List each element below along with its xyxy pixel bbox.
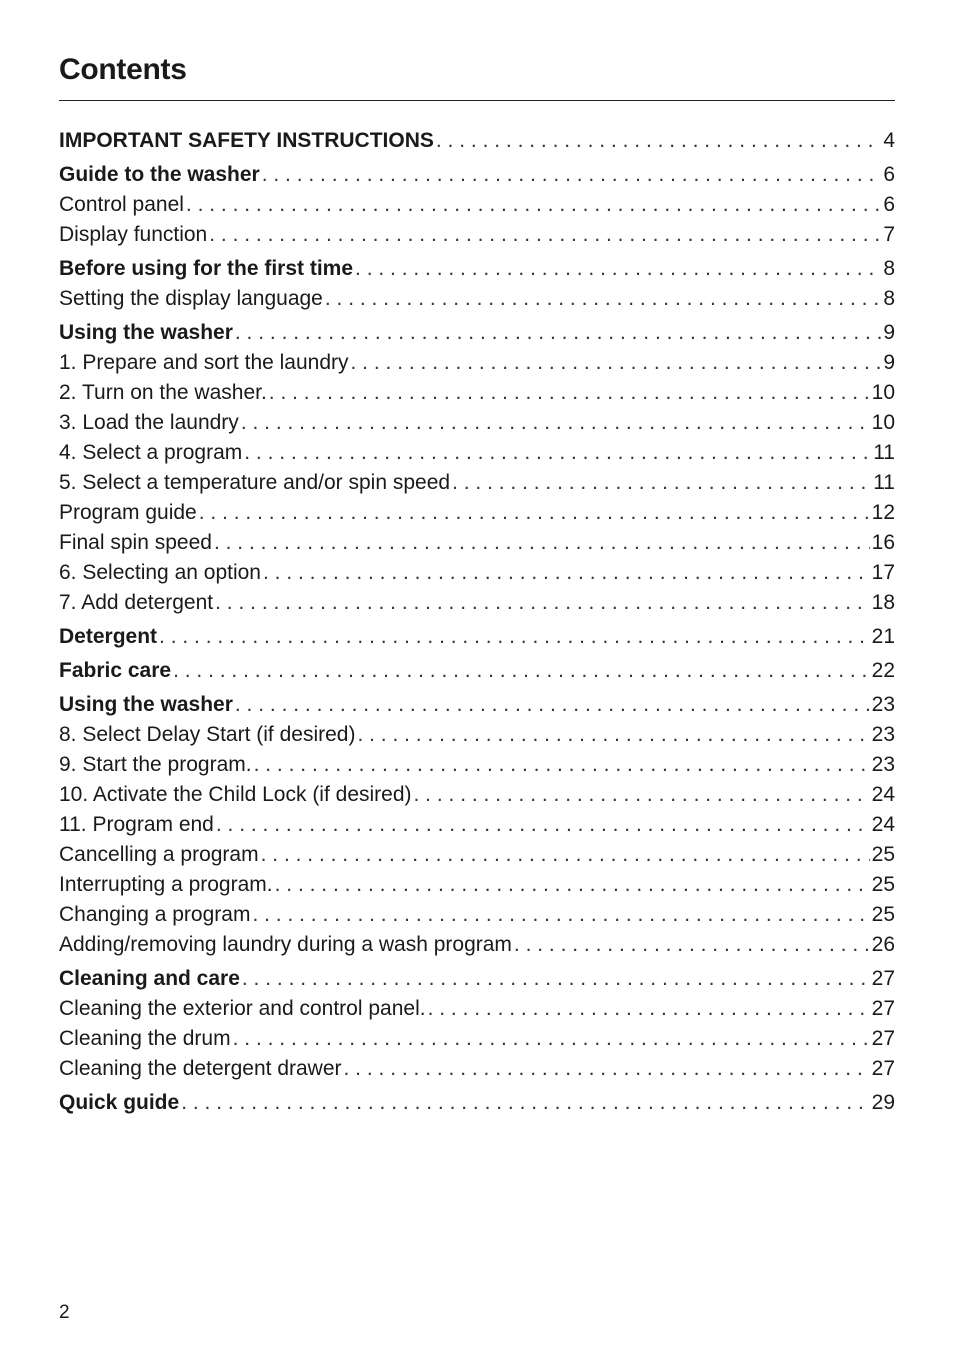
toc-dot-leader xyxy=(233,1024,870,1054)
toc-entry-page: 25 xyxy=(871,873,895,896)
toc-section-heading[interactable] xyxy=(59,1088,895,1118)
toc-entry-label: Using the washer xyxy=(59,693,233,716)
toc-entry[interactable] xyxy=(59,588,895,618)
toc-dot-leader xyxy=(436,126,881,156)
toc-entry-label: Cancelling a program xyxy=(59,843,259,866)
toc-entry-label: 6. Selecting an option xyxy=(59,561,261,584)
toc-section-heading[interactable] xyxy=(59,622,895,652)
toc-entry-page: 18 xyxy=(871,591,895,614)
toc-dot-leader xyxy=(244,438,871,468)
toc-section-heading[interactable] xyxy=(59,254,895,284)
toc-entry[interactable] xyxy=(59,498,895,528)
page-title: Contents xyxy=(59,53,187,86)
toc-entry-label: 7. Add detergent xyxy=(59,591,214,614)
toc-entry-label: 8. Select Delay Start (if desired) xyxy=(59,723,356,746)
toc-entry-page: 24 xyxy=(871,813,895,836)
toc-entry-label: Guide to the washer xyxy=(59,163,260,186)
toc-entry-page: 6 xyxy=(883,193,895,216)
toc-entry-page: 25 xyxy=(871,903,895,926)
toc-entry[interactable] xyxy=(59,780,895,810)
toc-entry[interactable] xyxy=(59,468,895,498)
page-number: 2 xyxy=(59,1302,70,1323)
toc-entry-page: 25 xyxy=(871,843,895,866)
toc-entry-label: IMPORTANT SAFETY INSTRUCTIONS xyxy=(59,129,434,152)
table-of-contents xyxy=(59,126,895,1118)
toc-entry[interactable] xyxy=(59,720,895,750)
toc-entry-page: 8 xyxy=(883,257,895,280)
toc-entry-label: 2. Turn on the washer. xyxy=(59,381,267,404)
toc-dot-leader xyxy=(199,498,870,528)
toc-entry-page: 11 xyxy=(873,441,895,464)
toc-entry-page: 10 xyxy=(871,381,895,404)
toc-dot-leader xyxy=(428,994,870,1024)
toc-dot-leader xyxy=(452,468,871,498)
toc-entry-page: 21 xyxy=(871,625,895,648)
toc-dot-leader xyxy=(252,900,869,930)
toc-dot-leader xyxy=(242,964,870,994)
toc-dot-leader xyxy=(235,318,881,348)
toc-dot-leader xyxy=(241,408,870,438)
toc-entry-label: Cleaning and care xyxy=(59,967,240,990)
toc-entry[interactable] xyxy=(59,438,895,468)
toc-dot-leader xyxy=(414,780,870,810)
toc-entry-label: Cleaning the detergent drawer xyxy=(59,1057,342,1080)
toc-entry[interactable] xyxy=(59,870,895,900)
toc-entry-label: Fabric care xyxy=(59,659,172,682)
toc-entry-page: 12 xyxy=(871,501,895,524)
toc-entry-label: Using the washer xyxy=(59,321,233,344)
toc-entry-label: Program guide xyxy=(59,501,197,524)
toc-section-heading[interactable] xyxy=(59,318,895,348)
toc-section-heading[interactable] xyxy=(59,656,895,686)
toc-entry-page: 27 xyxy=(871,997,895,1020)
toc-entry-label: Display function xyxy=(59,223,208,246)
toc-entry[interactable] xyxy=(59,528,895,558)
toc-entry-page: 6 xyxy=(883,163,895,186)
toc-entry-label: 5. Select a temperature and/or spin speed xyxy=(59,471,451,494)
toc-entry-label: Changing a program xyxy=(59,903,251,926)
toc-entry-page: 10 xyxy=(871,411,895,434)
toc-entry-page: 24 xyxy=(871,783,895,806)
toc-entry-label: Quick guide xyxy=(59,1091,180,1114)
toc-entry[interactable] xyxy=(59,220,895,250)
toc-dot-leader xyxy=(254,750,870,780)
toc-entry-page: 9 xyxy=(883,321,895,344)
toc-dot-leader xyxy=(325,284,881,314)
toc-dot-leader xyxy=(181,1088,869,1118)
toc-entry-page: 27 xyxy=(871,1027,895,1050)
toc-dot-leader xyxy=(214,528,870,558)
toc-entry-label: Cleaning the drum xyxy=(59,1027,231,1050)
toc-dot-leader xyxy=(261,840,870,870)
toc-entry-label: Setting the display language xyxy=(59,287,323,310)
toc-entry-page: 26 xyxy=(871,933,895,956)
toc-entry[interactable] xyxy=(59,840,895,870)
toc-dot-leader xyxy=(186,190,881,220)
toc-entry-page: 8 xyxy=(883,287,895,310)
toc-entry-label: Final spin speed xyxy=(59,531,212,554)
toc-dot-leader xyxy=(355,254,881,284)
title-divider xyxy=(59,100,895,101)
toc-dot-leader xyxy=(173,656,870,686)
toc-dot-leader xyxy=(357,720,869,750)
toc-dot-leader xyxy=(216,810,870,840)
toc-entry-page: 16 xyxy=(871,531,895,554)
toc-dot-leader xyxy=(235,690,870,720)
toc-entry-label: Control panel xyxy=(59,193,184,216)
toc-section-heading[interactable] xyxy=(59,964,895,994)
toc-entry-label: 10. Activate the Child Lock (if desired) xyxy=(59,783,412,806)
toc-entry-page: 29 xyxy=(871,1091,895,1114)
toc-entry-label: 3. Load the laundry xyxy=(59,411,239,434)
toc-entry-page: 11 xyxy=(873,471,895,494)
toc-section-heading[interactable] xyxy=(59,126,895,156)
toc-dot-leader xyxy=(215,588,870,618)
toc-entry[interactable] xyxy=(59,810,895,840)
toc-entry-page: 7 xyxy=(883,223,895,246)
toc-entry-page: 17 xyxy=(871,561,895,584)
toc-dot-leader xyxy=(209,220,881,250)
toc-entry-label: Detergent xyxy=(59,625,158,648)
toc-entry[interactable] xyxy=(59,348,895,378)
toc-entry-label: 1. Prepare and sort the laundry xyxy=(59,351,349,374)
toc-entry[interactable] xyxy=(59,930,895,960)
toc-dot-leader xyxy=(275,870,870,900)
toc-entry[interactable] xyxy=(59,378,895,408)
toc-entry-label: 4. Select a program xyxy=(59,441,243,464)
toc-entry[interactable] xyxy=(59,750,895,780)
toc-entry-page: 4 xyxy=(883,129,895,152)
toc-entry-page: 23 xyxy=(871,753,895,776)
toc-entry[interactable] xyxy=(59,900,895,930)
toc-entry[interactable] xyxy=(59,994,895,1024)
toc-entry-label: 11. Program end xyxy=(59,813,214,836)
toc-entry[interactable] xyxy=(59,1054,895,1084)
toc-dot-leader xyxy=(344,1054,870,1084)
toc-dot-leader xyxy=(351,348,882,378)
toc-entry-label: Cleaning the exterior and control panel. xyxy=(59,997,426,1020)
toc-entry-label: Before using for the first time xyxy=(59,257,354,280)
toc-dot-leader xyxy=(262,160,882,190)
toc-dot-leader xyxy=(514,930,870,960)
toc-entry-page: 23 xyxy=(871,693,895,716)
toc-dot-leader xyxy=(269,378,870,408)
toc-entry[interactable] xyxy=(59,408,895,438)
toc-entry-page: 22 xyxy=(871,659,895,682)
toc-section-heading[interactable] xyxy=(59,690,895,720)
toc-entry-label: Interrupting a program. xyxy=(59,873,273,896)
toc-entry-page: 9 xyxy=(883,351,895,374)
toc-dot-leader xyxy=(159,622,870,652)
toc-entry-label: Adding/removing laundry during a wash program xyxy=(59,933,512,956)
toc-section-heading[interactable] xyxy=(59,160,895,190)
toc-entry[interactable] xyxy=(59,190,895,220)
toc-entry-page: 23 xyxy=(871,723,895,746)
toc-entry-page: 27 xyxy=(871,967,895,990)
toc-entry[interactable] xyxy=(59,284,895,314)
toc-entry-label: 9. Start the program. xyxy=(59,753,252,776)
toc-entry[interactable] xyxy=(59,558,895,588)
toc-dot-leader xyxy=(263,558,870,588)
toc-entry[interactable] xyxy=(59,1024,895,1054)
toc-entry-page: 27 xyxy=(871,1057,895,1080)
